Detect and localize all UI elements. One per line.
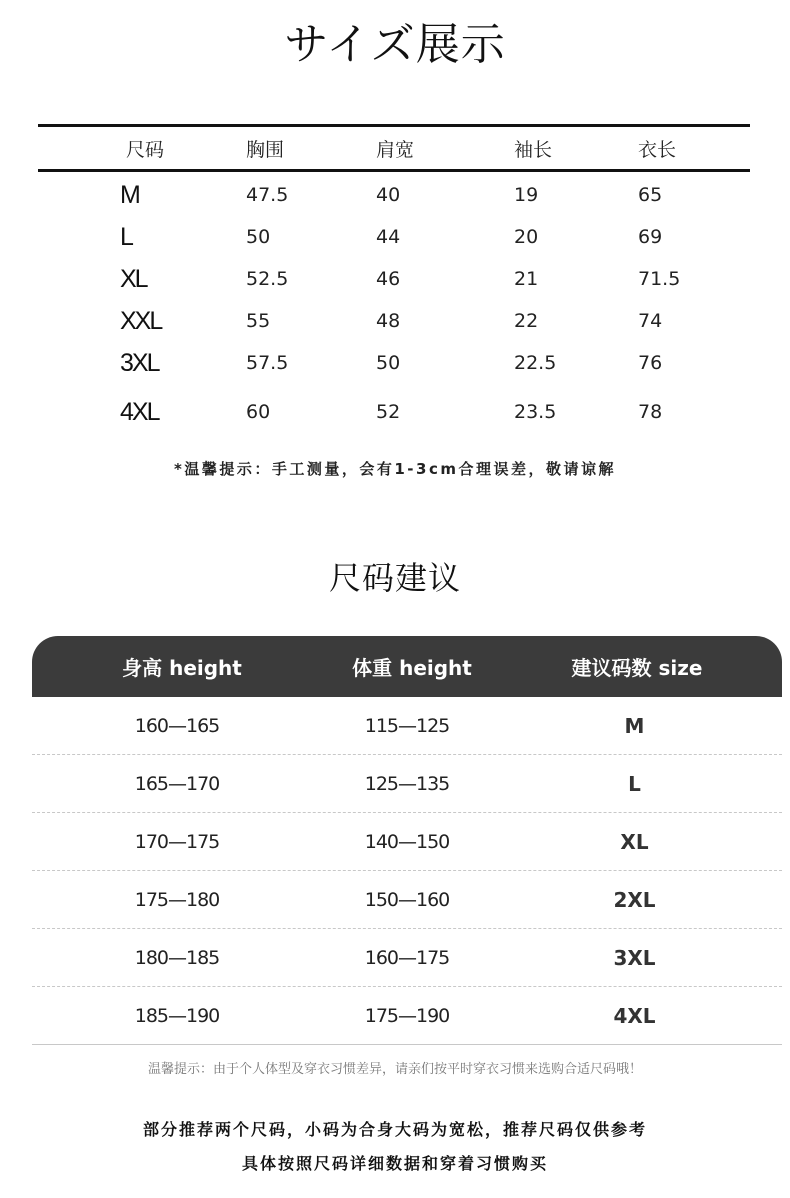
recommended-size: 4XL: [613, 1003, 656, 1028]
header-sleeve: 袖长: [514, 138, 553, 161]
length-value: 69: [638, 226, 663, 248]
weight-range: 115—125: [364, 714, 450, 737]
header-shoulder: 肩宽: [376, 138, 415, 161]
table-row: [32, 929, 782, 987]
length-value: 74: [638, 310, 663, 332]
length-value: 78: [638, 401, 663, 423]
shoulder-value: 48: [376, 310, 401, 332]
header-chest: 胸围: [246, 138, 285, 161]
height-range: 165—170: [134, 772, 220, 795]
size-table-header: [38, 127, 750, 169]
chest-value: 47.5: [246, 184, 289, 206]
recommended-size: 3XL: [613, 945, 656, 970]
weight-range: 160—175: [364, 946, 450, 969]
height-range: 170—175: [134, 830, 220, 853]
table-row: [38, 300, 750, 342]
header-size: 尺码: [126, 138, 165, 161]
table-row: [32, 813, 782, 871]
table-row: [38, 384, 750, 440]
table-row: [32, 697, 782, 755]
size-label: XL: [120, 264, 147, 293]
chest-value: 52.5: [246, 268, 289, 290]
recommend-table-header: [32, 636, 782, 697]
weight-range: 140—150: [364, 830, 450, 853]
footer-line-1: 部分推荐两个尺码，小码为合身大码为宽松，推荐尺码仅供参考: [142, 1120, 647, 1139]
sleeve-value: 22: [514, 310, 539, 332]
chest-value: 50: [246, 226, 271, 248]
header-length: 衣长: [638, 138, 677, 161]
sleeve-value: 22.5: [514, 352, 557, 374]
chest-value: 55: [246, 310, 271, 332]
table-row: [32, 987, 782, 1045]
header-weight: 体重 height: [352, 656, 472, 680]
length-value: 76: [638, 352, 663, 374]
table-row: [38, 216, 750, 258]
measurement-note: *温馨提示：手工测量，会有1-3cm合理误差，敬请谅解: [174, 460, 616, 478]
selection-note: 温馨提示：由于个人体型及穿衣习惯差异，请亲们按平时穿衣习惯来选购合适尺码哦！: [147, 1062, 642, 1077]
size-label: 4XL: [120, 397, 159, 426]
size-table: [38, 124, 750, 440]
recommended-size: XL: [620, 829, 649, 854]
shoulder-value: 46: [376, 268, 401, 290]
sleeve-value: 21: [514, 268, 539, 290]
recommend-table: [32, 636, 782, 1045]
shoulder-value: 40: [376, 184, 401, 206]
table-row: [38, 342, 750, 384]
length-value: 71.5: [638, 268, 681, 290]
shoulder-value: 44: [376, 226, 401, 248]
sleeve-value: 19: [514, 184, 539, 206]
table-row: [38, 174, 750, 216]
page-title: サイズ展示: [284, 19, 506, 70]
table-row: [32, 871, 782, 929]
size-label: L: [120, 222, 132, 251]
footer-line-2: 具体按照尺码详细数据和穿着习惯购买: [241, 1154, 548, 1173]
header-recommended-size: 建议码数 size: [571, 656, 703, 680]
chest-value: 60: [246, 401, 271, 423]
weight-range: 125—135: [364, 772, 450, 795]
shoulder-value: 50: [376, 352, 401, 374]
weight-range: 150—160: [364, 888, 450, 911]
recommend-title: 尺码建议: [328, 559, 461, 597]
chest-value: 57.5: [246, 352, 289, 374]
length-value: 65: [638, 184, 663, 206]
recommended-size: 2XL: [613, 887, 656, 912]
table-row: [32, 755, 782, 813]
weight-range: 175—190: [364, 1004, 450, 1027]
sleeve-value: 23.5: [514, 401, 557, 423]
height-range: 185—190: [134, 1004, 220, 1027]
height-range: 175—180: [134, 888, 220, 911]
recommended-size: M: [624, 713, 645, 738]
size-label: M: [120, 180, 139, 209]
recommended-size: L: [628, 771, 641, 796]
shoulder-value: 52: [376, 401, 401, 423]
height-range: 160—165: [134, 714, 220, 737]
height-range: 180—185: [134, 946, 220, 969]
size-label: 3XL: [120, 348, 159, 377]
sleeve-value: 20: [514, 226, 539, 248]
size-label: XXL: [120, 306, 162, 335]
header-height: 身高 height: [122, 656, 242, 680]
table-row: [38, 258, 750, 300]
